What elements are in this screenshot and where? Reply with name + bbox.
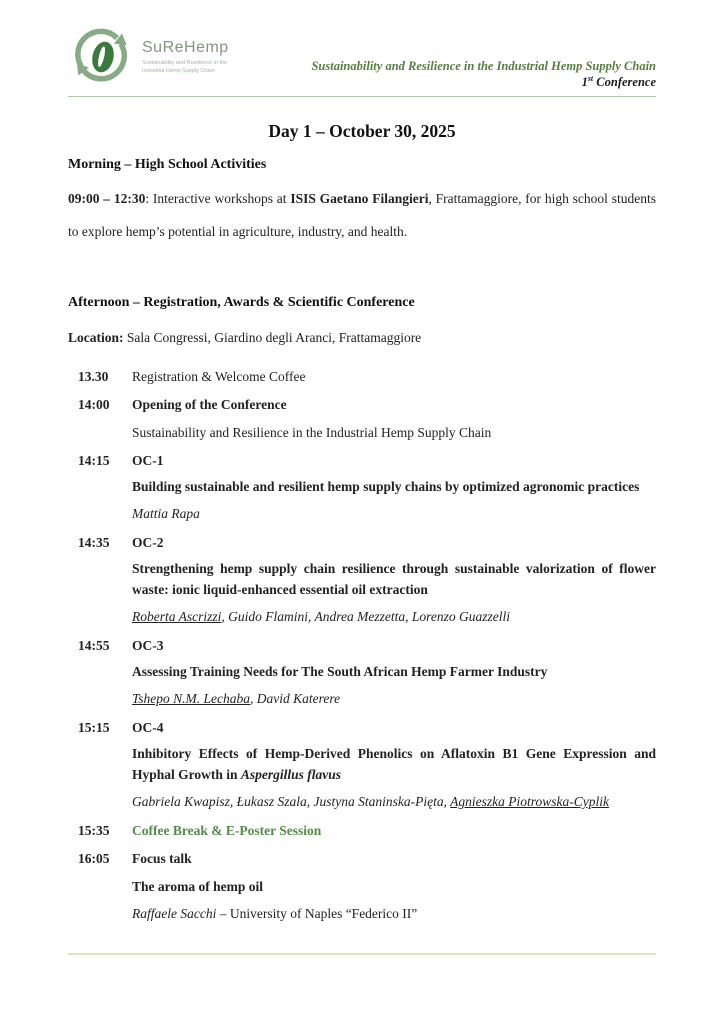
schedule-item-oc3	[78, 636, 656, 710]
schedule-item-focus-talk	[78, 849, 656, 924]
conference-banner	[311, 58, 656, 91]
logo-text	[142, 39, 229, 76]
talk-title: Inhibitory Effects of Hemp-Derived Phenolics on Aflatoxin B1 Gene Expression and Hyphal Growth in Aspergillus flavus	[132, 746, 656, 783]
talk-authors: Gabriela Kwapisz, Łukasz Szala, Justyna Staninska-Pięta, Agnieszka Piotrowska-Cyplik	[132, 794, 609, 810]
talk-title: The aroma of hemp oil	[132, 878, 263, 894]
speaker-name: Raffaele Sacchi	[132, 905, 217, 921]
time-label: 13.30	[78, 369, 109, 385]
morning-time: 09:00 – 12:30	[68, 191, 146, 206]
event-title: Focus talk	[132, 851, 192, 867]
time-label: 16:05	[78, 851, 110, 867]
logo-tagline: Sustainability and Resilience in the Industrial Hemp Supply Chain	[142, 59, 227, 74]
location-line	[68, 330, 656, 346]
program-content	[68, 97, 656, 932]
talk-authors: Roberta Ascrizzi, Guido Flamini, Andrea Mezzetta, Lorenzo Guazzelli	[132, 609, 511, 625]
logo-wordmark: SuReHemp	[142, 38, 229, 56]
location-label: Location:	[68, 330, 124, 346]
event-subtitle: Sustainability and Resilience in the Industrial Hemp Supply Chain	[132, 424, 492, 440]
talk-code: OC-1	[132, 452, 164, 468]
talk-title: Assessing Training Needs for The South African Hemp Farmer Industry	[132, 664, 548, 680]
page-header	[0, 0, 724, 97]
talk-authors: Tshepo N.M. Lechaba, David Katerere	[132, 691, 341, 707]
time-label: 14:15	[78, 452, 110, 468]
morning-heading: Morning – High School Activities	[68, 157, 267, 172]
afternoon-heading: Afternoon – Registration, Awards & Scientific Conference	[68, 295, 415, 311]
event-title: Coffee Break & E-Poster Session	[132, 823, 322, 839]
talk-code: OC-4	[132, 720, 164, 736]
event-title: Opening of the Conference	[132, 397, 287, 413]
schedule-item-opening	[78, 395, 656, 443]
location-value: Sala Congressi, Giardino degli Aranci, Frattamaggiore	[123, 330, 422, 346]
day-title: Day 1 – October 30, 2025	[268, 121, 456, 141]
morning-venue: ISIS Gaetano Filangieri	[290, 191, 429, 206]
time-label: 14:55	[78, 637, 110, 653]
time-label: 14:00	[78, 397, 110, 413]
presenting-author: Agnieszka Piotrowska-Cyplik	[450, 794, 609, 810]
speaker-line: Raffaele Sacchi – University of Naples “Federico II”	[132, 905, 418, 921]
recycle-hemp-seed-icon	[70, 25, 134, 89]
time-label: 14:35	[78, 534, 110, 550]
surehemp-logo	[70, 25, 229, 89]
species-name: Aspergillus flavus	[240, 767, 342, 783]
talk-code: OC-2	[132, 534, 164, 550]
schedule-item-registration	[78, 367, 656, 387]
time-label: 15:35	[78, 823, 110, 839]
conference-title: Sustainability and Resilience in the Industrial Hemp Supply Chain	[311, 59, 656, 73]
schedule-table	[68, 367, 656, 924]
talk-title: Building sustainable and resilient hemp supply chains by optimized agronomic practices	[132, 479, 640, 495]
schedule-item-oc4	[78, 718, 656, 813]
footer-divider	[68, 953, 656, 955]
talk-authors: Mattia Rapa	[132, 506, 200, 522]
presenting-author: Tshepo N.M. Lechaba	[132, 691, 251, 707]
presenting-author: Roberta Ascrizzi	[132, 609, 222, 625]
talk-title: Strengthening hemp supply chain resilience through sustainable valorization of flower waste: ionic liquid-enhanced essential oil extraction	[132, 561, 656, 598]
schedule-item-oc1	[78, 451, 656, 525]
schedule-item-oc2	[78, 533, 656, 628]
event-title: Registration & Welcome Coffee	[132, 369, 306, 385]
talk-code: OC-3	[132, 637, 164, 653]
time-label: 15:15	[78, 720, 110, 736]
schedule-item-coffee-break	[78, 821, 656, 841]
conference-edition: 1st Conference	[581, 74, 656, 90]
morning-description: 09:00 – 12:30: Interactive workshops at ISIS Gaetano Filangieri, Frattamaggiore, for high school students to explore hemp’s potential in agriculture, industry, and health.	[68, 191, 656, 240]
